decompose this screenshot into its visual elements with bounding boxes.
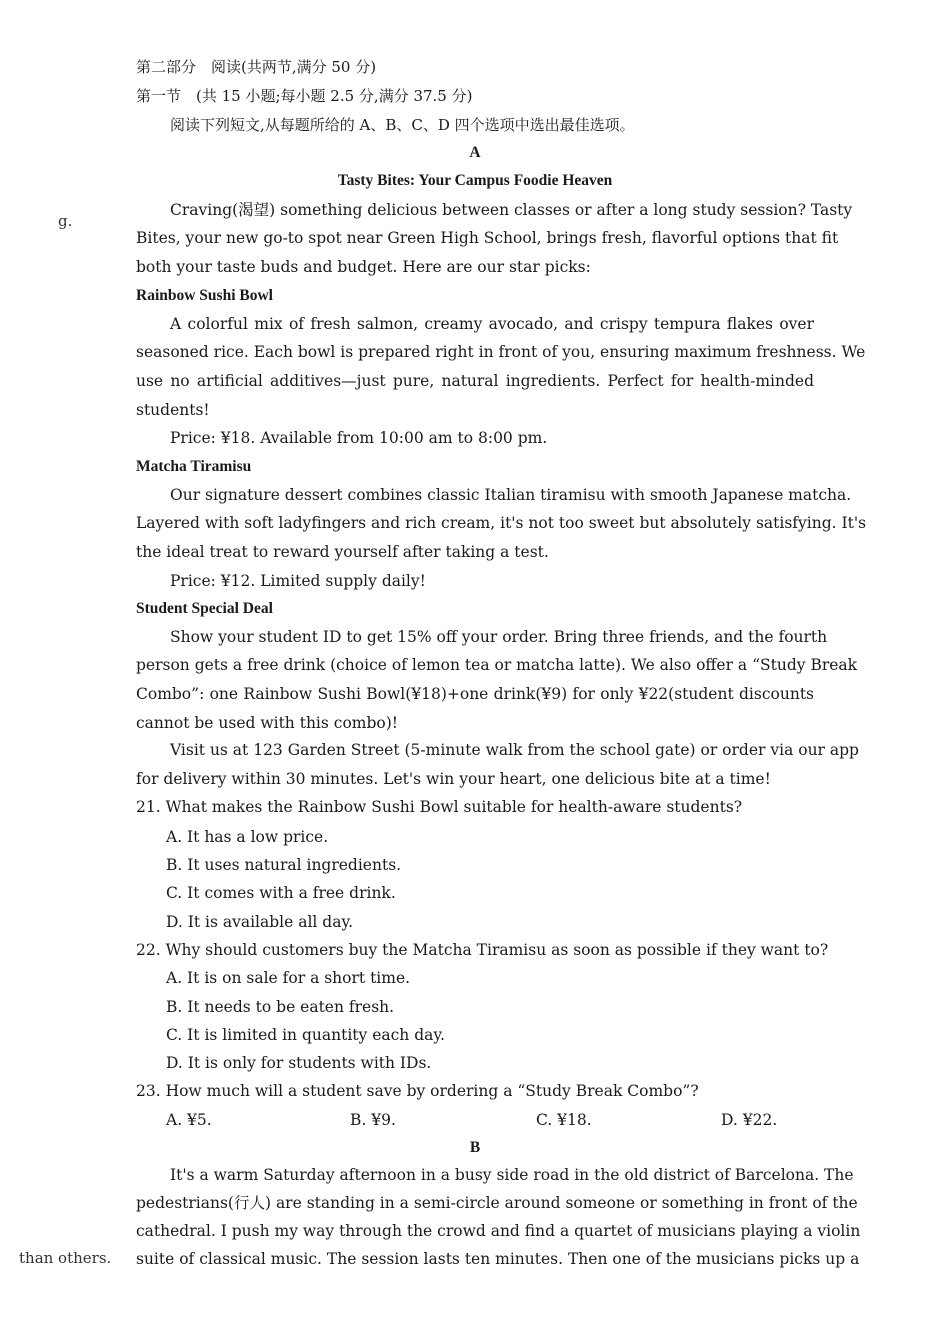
intro-line: Bites, your new go-to spot near Green High School, brings fresh, flavorful options that fit xyxy=(136,229,839,247)
question-23-option-b: B. ¥9. xyxy=(350,1111,396,1129)
tiramisu-line: Layered with soft ladyfingers and rich cream, it's not too sweet but absolutely satisfying. It's xyxy=(136,514,867,532)
passage-b-line: cathedral. I push my way through the crowd and find a quartet of musicians playing a violin xyxy=(136,1222,861,1240)
sushi-line: use no artificial additives—just pure, natural ingredients. Perfect for health-minded xyxy=(136,372,814,390)
tiramisu-line: the ideal treat to reward yourself after taking a test. xyxy=(136,543,549,561)
part-heading: 第二部分 阅读(共两节,满分 50 分) xyxy=(136,58,377,76)
question-21-option-b: B. It uses natural ingredients. xyxy=(166,856,402,874)
question-21-stem: 21. What makes the Rainbow Sushi Bowl suitable for health-aware students? xyxy=(136,798,743,816)
intro-line: Craving(渴望) something delicious between classes or after a long study session? Tasty xyxy=(170,201,853,219)
margin-note-top: g. xyxy=(58,212,73,230)
question-22-option-b: B. It needs to be eaten fresh. xyxy=(166,998,395,1016)
margin-note-bottom: than others. xyxy=(19,1249,112,1267)
tiramisu-line: Our signature dessert combines classic Italian tiramisu with smooth Japanese matcha. xyxy=(170,486,852,504)
deal-line: person gets a free drink (choice of lemon tea or matcha latte). We also offer a “Study Break xyxy=(136,656,858,674)
tiramisu-heading: Matcha Tiramisu xyxy=(136,458,252,475)
question-22-stem: 22. Why should customers buy the Matcha Tiramisu as soon as possible if they want to? xyxy=(136,941,829,959)
question-21-option-d: D. It is available all day. xyxy=(166,913,354,931)
passage-b-line: It's a warm Saturday afternoon in a busy side road in the old district of Barcelona. The xyxy=(170,1166,854,1184)
deal-heading: Student Special Deal xyxy=(136,600,273,617)
question-23-option-a: A. ¥5. xyxy=(166,1111,212,1129)
question-22-option-a: A. It is on sale for a short time. xyxy=(166,969,411,987)
passage-a-letter: A xyxy=(469,144,481,161)
passage-b-line: suite of classical music. The session lasts ten minutes. Then one of the musicians picks up a xyxy=(136,1250,860,1268)
tiramisu-price: Price: ¥12. Limited supply daily! xyxy=(170,572,426,590)
deal-line: cannot be used with this combo)! xyxy=(136,714,399,732)
question-23-stem: 23. How much will a student save by ordering a “Study Break Combo”? xyxy=(136,1082,699,1100)
passage-b-line: pedestrians(行人) are standing in a semi-circle around someone or something in front of the xyxy=(136,1194,858,1212)
question-23-option-c: C. ¥18. xyxy=(536,1111,592,1129)
question-21-option-c: C. It comes with a free drink. xyxy=(166,884,396,902)
section-heading: 第一节 (共 15 小题;每小题 2.5 分,满分 37.5 分) xyxy=(136,87,473,105)
visit-line: Visit us at 123 Garden Street (5-minute walk from the school gate) or order via our app xyxy=(170,741,859,759)
passage-b-letter: B xyxy=(469,1139,481,1156)
sushi-heading: Rainbow Sushi Bowl xyxy=(136,287,273,304)
sushi-line: students! xyxy=(136,401,210,419)
intro-line: both your taste buds and budget. Here are our star picks: xyxy=(136,258,591,276)
deal-line: Combo”: one Rainbow Sushi Bowl(¥18)+one drink(¥9) for only ¥22(student discounts xyxy=(136,685,814,703)
question-21-option-a: A. It has a low price. xyxy=(166,828,329,846)
sushi-line: seasoned rice. Each bowl is prepared right in front of you, ensuring maximum freshness. We xyxy=(136,343,866,361)
question-22-option-d: D. It is only for students with IDs. xyxy=(166,1054,432,1072)
sushi-line: A colorful mix of fresh salmon, creamy avocado, and crispy tempura flakes over xyxy=(170,315,814,333)
passage-a-title: Tasty Bites: Your Campus Foodie Heaven xyxy=(337,172,613,189)
question-22-option-c: C. It is limited in quantity each day. xyxy=(166,1026,445,1044)
deal-line: Show your student ID to get 15% off your order. Bring three friends, and the fourth xyxy=(170,628,828,646)
sushi-price: Price: ¥18. Available from 10:00 am to 8:00 pm. xyxy=(170,429,548,447)
visit-line: for delivery within 30 minutes. Let's win your heart, one delicious bite at a time! xyxy=(136,770,771,788)
question-23-option-d: D. ¥22. xyxy=(721,1111,778,1129)
instruction: 阅读下列短文,从每题所给的 A、B、C、D 四个选项中选出最佳选项。 xyxy=(170,116,635,134)
